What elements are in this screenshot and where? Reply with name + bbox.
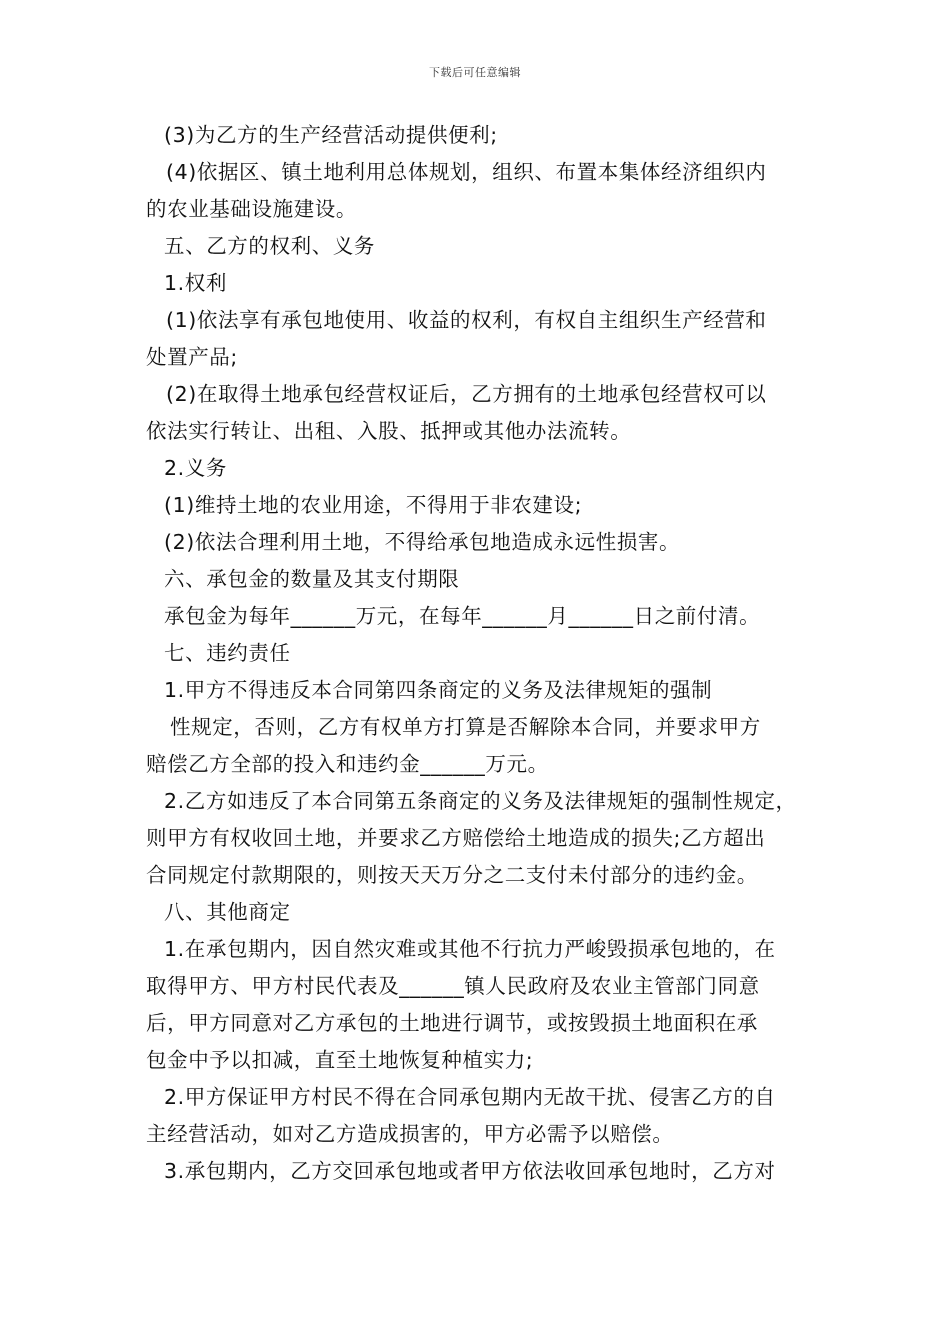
paragraph-line: 则甲方有权收回土地，并要求乙方赔偿给土地造成的损失;乙方超出 — [146, 826, 766, 850]
paragraph-line: (2)在取得土地承包经营权证后，乙方拥有的土地承包经营权可以 — [166, 382, 767, 406]
paragraph-line: 1.甲方不得违反本合同第四条商定的义务及法律规矩的强制 — [164, 678, 713, 702]
paragraph-line: 承包金为每年______万元，在每年______月______日之前付清。 — [164, 604, 761, 628]
paragraph-line: 处置产品; — [146, 345, 238, 369]
paragraph-line: 合同规定付款期限的，则按天天万分之二支付未付部分的违约金。 — [146, 863, 758, 887]
paragraph-line: 性规定，否则，乙方有权单方打算是否解除本合同，并要求甲方 — [170, 715, 761, 739]
subsection-heading: 1.权利 — [164, 271, 227, 295]
paragraph-line: (2)依法合理利用土地，不得给承包地造成永远性损害。 — [164, 530, 681, 554]
section-heading: 八、其他商定 — [164, 900, 291, 924]
paragraph-line: 赔偿乙方全部的投入和违约金______万元。 — [146, 752, 549, 776]
subsection-heading: 2.义务 — [164, 456, 227, 480]
document-body — [146, 117, 816, 1190]
paragraph-line: (1)依法享有承包地使用、收益的权利，有权自主组织生产经营和 — [166, 308, 767, 332]
paragraph-line: 2.乙方如违反了本合同第五条商定的义务及法律规矩的强制性规定， — [164, 789, 797, 813]
paragraph-line: 的农业基础设施建设。 — [146, 197, 357, 221]
paragraph-line: 取得甲方、甲方村民代表及______镇人民政府及农业主管部门同意 — [146, 974, 760, 998]
page-header: 下载后可任意编辑 — [429, 66, 521, 79]
paragraph-line: (3)为乙方的生产经营活动提供便利; — [164, 123, 498, 147]
paragraph-line: 包金中予以扣减，直至土地恢复种植实力; — [146, 1048, 534, 1072]
paragraph-line: 后，甲方同意对乙方承包的土地进行调节，或按毁损土地面积在承 — [146, 1011, 758, 1035]
section-heading: 六、承包金的数量及其支付期限 — [164, 567, 460, 591]
paragraph-line: 主经营活动，如对乙方造成损害的，甲方必需予以赔偿。 — [146, 1122, 674, 1146]
paragraph-line: 依法实行转让、出租、入股、抵押或其他办法流转。 — [146, 419, 632, 443]
paragraph-line: (4)依据区、镇土地利用总体规划，组织、布置本集体经济组织内 — [166, 160, 767, 184]
paragraph-line: 3.承包期内，乙方交回承包地或者甲方依法收回承包地时，乙方对 — [164, 1159, 776, 1183]
section-heading: 七、违约责任 — [164, 641, 291, 665]
paragraph-line: 1.在承包期内，因自然灾难或其他不行抗力严峻毁损承包地的，在 — [164, 937, 776, 961]
paragraph-line: 2.甲方保证甲方村民不得在合同承包期内无故干扰、侵害乙方的自 — [164, 1085, 776, 1109]
section-heading: 五、乙方的权利、义务 — [164, 234, 375, 258]
paragraph-line: (1)维持土地的农业用途，不得用于非农建设; — [164, 493, 583, 517]
